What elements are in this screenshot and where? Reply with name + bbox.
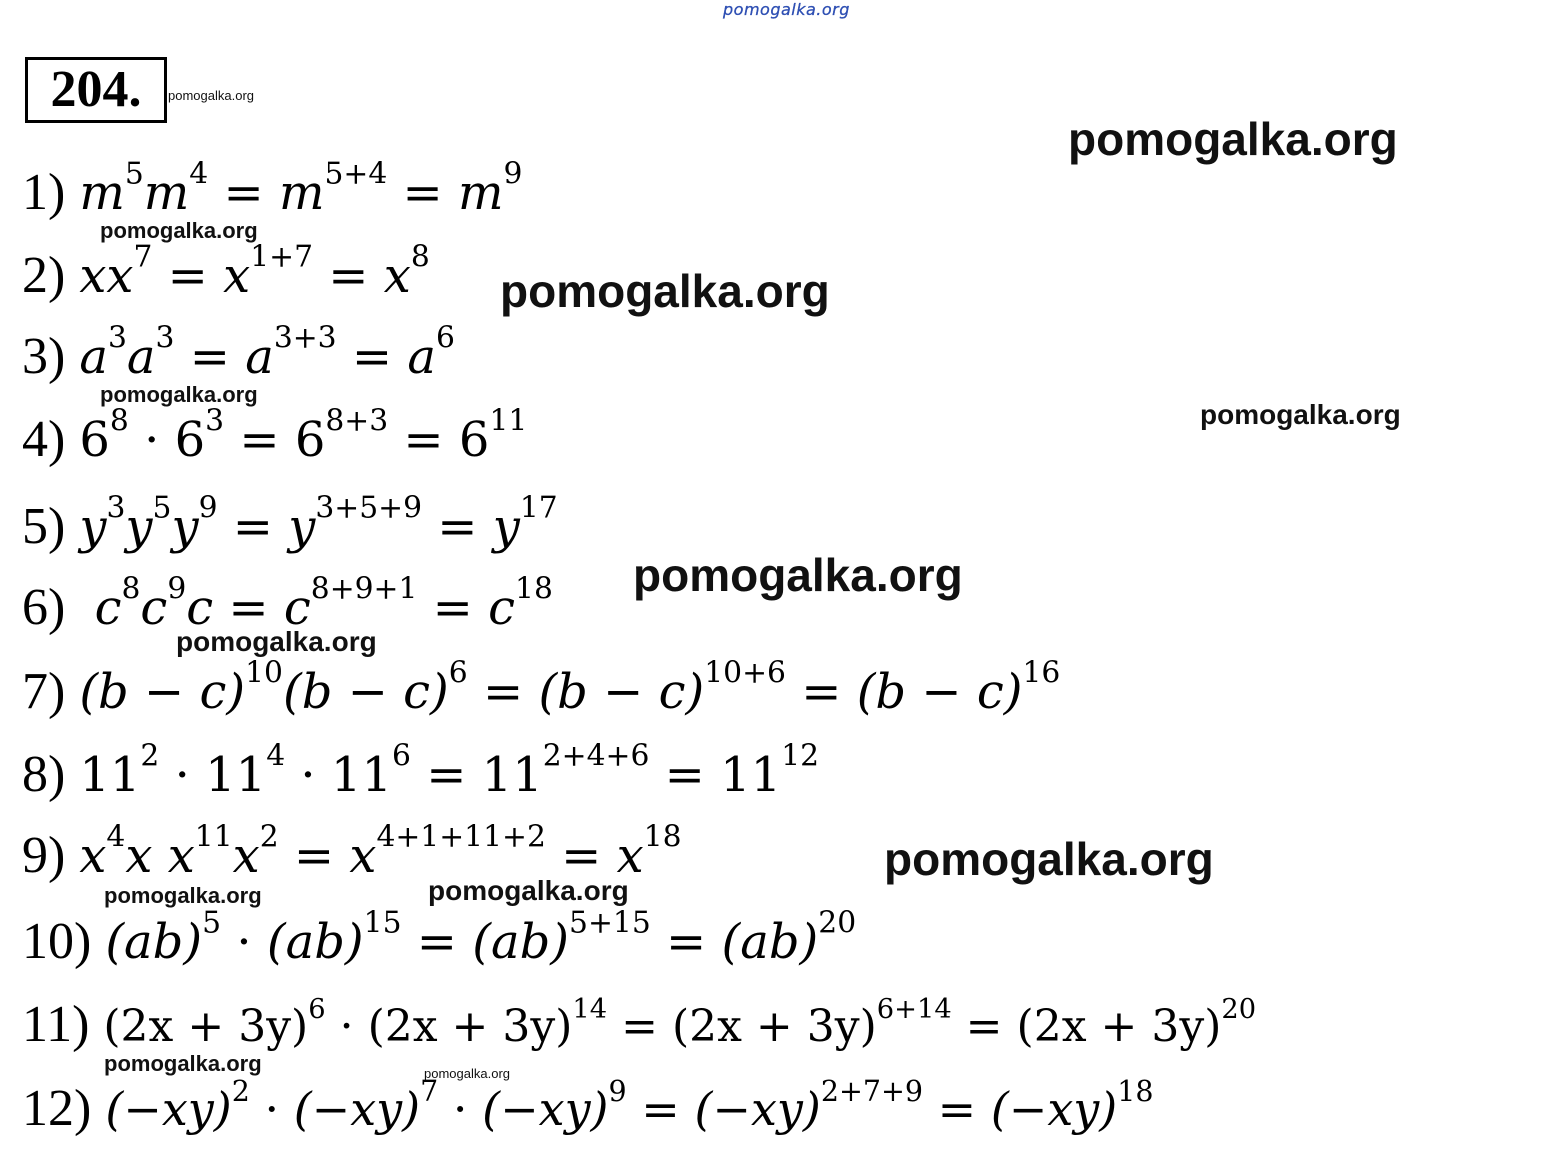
- watermark: pomogalka.org: [428, 875, 629, 906]
- watermark: pomogalka.org: [104, 883, 262, 908]
- watermark: pomogalka.org: [884, 833, 1214, 885]
- equation-line: 9) $x^4x$ $x^{11}x^2 = x^{4+1+11+2} = x^{18}$: [22, 819, 682, 884]
- watermark: pomogalka.org: [104, 1051, 262, 1076]
- watermark: pomogalka.org: [100, 382, 258, 407]
- top-watermark: pomogalka.org: [723, 0, 850, 19]
- watermark: pomogalka.org: [100, 218, 258, 243]
- equation-line: 3) $a^3a^3 = a^{3+3} = a^6$: [22, 320, 455, 385]
- watermark: pomogalka.org: [168, 88, 254, 103]
- watermark: pomogalka.org: [500, 265, 830, 317]
- watermark: pomogalka.org: [633, 549, 963, 601]
- equation-line: 11) $(2x + 3y)^6 \cdot (2x + 3y)^{14} = (2x + 3y)^{6+14} = (2x + 3y)^{20}$: [22, 993, 1257, 1053]
- watermark: pomogalka.org: [424, 1066, 510, 1081]
- watermark: pomogalka.org: [1068, 113, 1398, 165]
- equation-line: 7) $(b - c)^{10}(b - c)^6 = (b - c)^{10+6} = (b - c)^{16}$: [22, 655, 1061, 720]
- equation-line: 2) $xx^7 = x^{1+7} = x^8$: [22, 239, 430, 304]
- equation-line: 10) (ab)$^5$ · (ab)$^{15}$ = (ab)$^{5+15}$ = (ab)$^{20}$: [22, 905, 857, 970]
- equation-line: 4) $6^8 \cdot 6^3 = 6^{8+3} = 6^{11}$: [22, 403, 528, 468]
- equation-line: 1) $m^5m^4 = m^{5+4} = m^9$: [22, 156, 523, 221]
- problem-number: 204.: [25, 57, 167, 123]
- equation-line: 12) $(-xy)^2 \cdot (-xy)^7 \cdot (-xy)^9 = (-xy)^{2+7+9} = (-xy)^{18}$: [22, 1074, 1154, 1137]
- equation-line: 5) $y^3y^5y^9 = y^{3+5+9} = y^{17}$: [22, 490, 558, 555]
- equation-line: 8) $11^2 \cdot 11^4 \cdot 11^6 = 11^{2+4+6} = 11^{12}$: [22, 738, 820, 803]
- equation-line: 6) $c^8c^9c = c^{8+9+1} = c^{18}$: [22, 571, 553, 636]
- watermark: pomogalka.org: [1200, 399, 1401, 430]
- watermark: pomogalka.org: [176, 626, 377, 657]
